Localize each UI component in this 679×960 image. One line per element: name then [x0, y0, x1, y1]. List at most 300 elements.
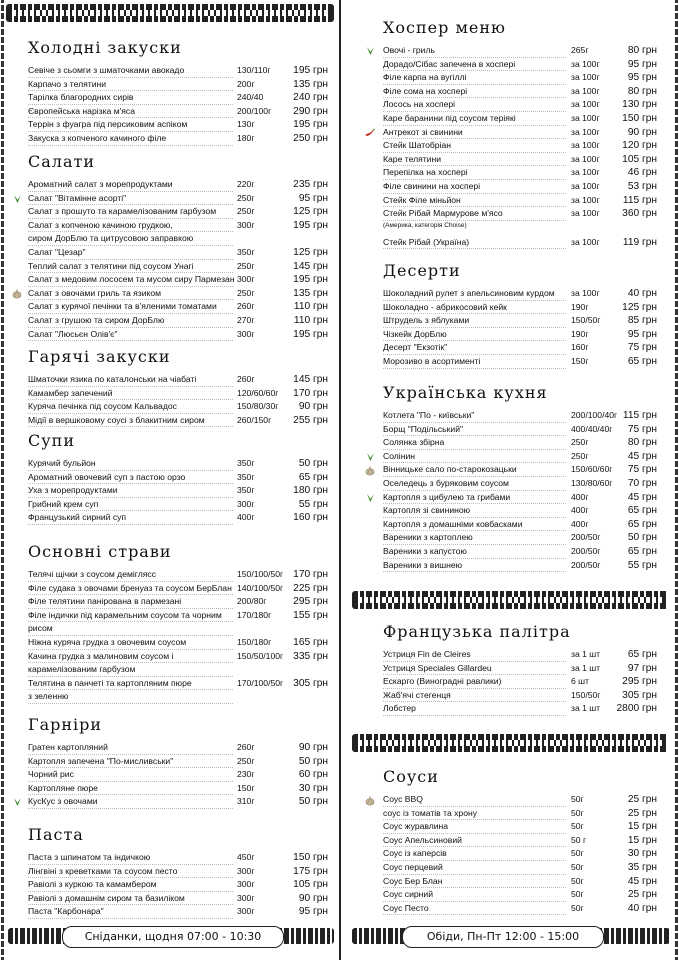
item-weight: 300г — [237, 906, 255, 917]
item-weight: 150/50г — [571, 689, 601, 700]
item-name: Камамбер запечений — [28, 387, 233, 401]
item-price: 290 грн — [293, 105, 328, 117]
item-name: Соус сирний — [383, 888, 566, 902]
menu-item — [0, 484, 340, 498]
item-weight: 170/100/50г — [237, 677, 284, 688]
item-weight: 350г — [237, 471, 255, 482]
item-name: Соус Песто — [383, 902, 566, 916]
menu-item — [343, 450, 679, 464]
item-weight: 350г — [237, 485, 255, 496]
top-left-border — [6, 4, 334, 22]
item-price: 50 грн — [298, 755, 328, 767]
item-price: 170 грн — [293, 387, 328, 399]
menu-item — [343, 341, 679, 355]
item-weight: 260г — [237, 374, 255, 384]
item-weight: 400г — [237, 512, 255, 523]
item-name: Картопля зі свининою — [383, 504, 566, 518]
menu-item — [343, 675, 679, 689]
menu-item — [343, 126, 679, 140]
section-title: Основні страви — [28, 542, 172, 561]
item-weight: 300г — [237, 328, 255, 339]
section-right-0 — [343, 18, 679, 249]
item-price: 175 грн — [293, 865, 328, 877]
menu-item — [0, 78, 340, 92]
item-name: карамелізованим гарбузом — [28, 663, 233, 677]
item-price: 2800 грн — [616, 703, 657, 715]
item-name: Котлета "По - київськи" — [383, 409, 566, 423]
item-price: 65 грн — [627, 518, 657, 530]
menu-item — [343, 112, 679, 126]
item-name: Гратен картопляний — [28, 741, 233, 755]
item-name: Філе карпа на вугіллі — [383, 71, 566, 85]
item-weight: 200/50г — [571, 532, 601, 543]
item-price: 305 грн — [293, 677, 328, 689]
menu-item — [0, 219, 340, 233]
section-title: Гарніри — [28, 715, 103, 734]
menu-item — [0, 663, 340, 677]
lunch-hours: Обіди, Пн-Пт 12:00 - 15:00 — [402, 926, 604, 948]
section-title: Салати — [28, 152, 95, 171]
menu-item — [0, 414, 340, 428]
item-weight: 270г — [237, 314, 255, 325]
item-name: Борщ "Подільський" — [383, 423, 566, 437]
item-price: 195 грн — [293, 274, 328, 286]
section-left-1 — [0, 152, 340, 341]
item-name: сиром ДорБлю та цитрусовою заправкою — [28, 232, 233, 246]
item-price: 95 грн — [627, 58, 657, 70]
item-name: Устриця Speciales Gillardeu — [383, 662, 566, 676]
item-weight: за 100г — [571, 194, 600, 205]
item-weight: за 100г — [571, 126, 600, 137]
item-name: Карпачо з телятини — [28, 78, 233, 92]
item-price: 65 грн — [627, 545, 657, 557]
item-name: Террін з фуагра під персиковим аспіком — [28, 118, 233, 132]
item-name: Салат з копченою качиною грудкою, — [28, 219, 233, 233]
item-price: 120 грн — [622, 140, 657, 152]
menu-item — [0, 232, 340, 246]
item-price: 90 грн — [298, 742, 328, 753]
menu-item — [0, 246, 340, 260]
item-weight: за 100г — [571, 288, 600, 298]
item-name: Равіолі з куркою та камамбером — [28, 878, 233, 892]
item-price: 195 грн — [293, 65, 328, 76]
item-price: 160 грн — [293, 512, 328, 524]
item-price: 50 грн — [298, 796, 328, 808]
item-name: Теплий салат з телятини під соусом Унагі — [28, 260, 233, 274]
item-price: 145 грн — [293, 260, 328, 272]
menu-item — [343, 355, 679, 369]
item-weight: 200/50г — [571, 545, 601, 556]
menu-item — [0, 205, 340, 219]
menu-item — [0, 892, 340, 906]
item-price: 95 грн — [298, 906, 328, 918]
section-title: Хоспер меню — [383, 18, 506, 37]
item-name: Ароматний салат з морепродуктами — [28, 178, 233, 192]
menu-item — [0, 741, 340, 755]
section-title: Десерти — [383, 261, 461, 280]
item-price: 240 грн — [293, 92, 328, 104]
section-title: Супи — [28, 431, 75, 450]
item-weight: за 1 шт — [571, 649, 601, 659]
item-weight: 250г — [237, 755, 255, 766]
menu-item — [0, 91, 340, 105]
item-weight: 265г — [571, 45, 589, 55]
item-price: 305 грн — [622, 689, 657, 701]
menu-item — [343, 98, 679, 112]
item-name: Стейк Філе міньйон — [383, 194, 566, 208]
item-name: Ароматний овочевий суп з пастою орзо — [28, 471, 233, 485]
item-weight: за 100г — [571, 208, 600, 219]
item-weight: 190г — [571, 301, 589, 312]
item-name: Салат з медовим лососем та мусом сиру Пармезан — [28, 273, 233, 287]
menu-item — [343, 44, 679, 58]
menu-item — [343, 793, 679, 807]
item-price: 95 грн — [627, 328, 657, 340]
item-name: Лобстер — [383, 702, 566, 716]
item-name: Устриця Fin de Cleires — [383, 648, 566, 662]
item-name: з зеленню — [28, 690, 233, 704]
menu-item — [343, 463, 679, 477]
menu-item — [343, 807, 679, 821]
menu-item — [0, 878, 340, 892]
item-price: 125 грн — [622, 301, 657, 313]
menu-item — [343, 888, 679, 902]
item-weight: 310г — [237, 796, 255, 807]
item-weight: за 1 шт — [571, 703, 601, 714]
menu-item — [0, 457, 340, 471]
menu-item — [0, 178, 340, 192]
item-price: 180 грн — [293, 485, 328, 497]
menu-item — [343, 531, 679, 545]
menu-item — [0, 132, 340, 146]
item-weight: 50г — [571, 807, 584, 818]
section-left-6 — [0, 825, 340, 919]
section-right-3 — [343, 622, 679, 716]
item-name: Вінницьке сало по-старокозацьки — [383, 463, 566, 477]
item-weight: 150г — [237, 782, 255, 793]
item-price: 335 грн — [293, 650, 328, 662]
item-price: 165 грн — [293, 636, 328, 648]
item-weight: 250г — [571, 437, 589, 448]
menu-item — [0, 387, 340, 401]
item-price: 125 грн — [293, 206, 328, 218]
item-weight: 250г — [237, 192, 255, 203]
item-name: Качина грудка з малиновим соусом і — [28, 650, 233, 664]
menu-item — [343, 847, 679, 861]
menu-item — [343, 545, 679, 559]
item-name: Французький сирний суп — [28, 511, 233, 525]
menu-item — [0, 677, 340, 691]
item-price: 50 грн — [627, 532, 657, 544]
item-price: 119 грн — [622, 236, 657, 248]
menu-item — [343, 207, 679, 221]
menu-item — [343, 231, 679, 249]
item-weight: 230г — [237, 769, 255, 780]
menu-item — [343, 559, 679, 573]
item-price: 360 грн — [622, 208, 657, 220]
item-weight: 50г — [571, 889, 584, 900]
item-price: 15 грн — [627, 834, 657, 846]
menu-item — [0, 636, 340, 650]
item-name: Солінин — [383, 450, 566, 464]
item-weight: 260г — [237, 301, 255, 312]
item-name: Закуска з копченого качиного філе — [28, 132, 233, 146]
menu-item — [0, 865, 340, 879]
item-price: 295 грн — [293, 596, 328, 608]
item-weight: 300г — [237, 274, 255, 285]
section-left-5 — [0, 715, 340, 809]
menu-item — [0, 400, 340, 414]
item-weight: 350г — [237, 246, 255, 257]
item-price: 70 грн — [627, 477, 657, 489]
item-weight: 6 шт — [571, 676, 589, 687]
menu-item — [0, 314, 340, 328]
item-weight: 250г — [237, 206, 255, 217]
item-price: 97 грн — [627, 662, 657, 674]
item-weight: за 100г — [571, 99, 600, 110]
item-price: 110 грн — [293, 301, 328, 313]
item-name: Філе сома на хоспері — [383, 85, 566, 99]
item-weight: 50г — [571, 848, 584, 859]
item-weight: 250г — [571, 450, 589, 461]
item-weight: 150/50г — [571, 315, 601, 326]
item-name: Салат з прошуто та карамелізованим гарбузом — [28, 205, 233, 219]
item-name: Салат "Вітамінне асорті" — [28, 192, 233, 206]
menu-item — [343, 436, 679, 450]
item-weight: 260г — [237, 742, 255, 752]
item-name: Морозиво в асортименті — [383, 355, 566, 369]
item-price: 115 грн — [622, 410, 657, 421]
menu-item — [343, 902, 679, 916]
garlic-icon — [365, 795, 375, 805]
item-price: 15 грн — [627, 821, 657, 833]
item-weight: 50 г — [571, 834, 587, 845]
menu-item — [343, 314, 679, 328]
item-name: Соус Апельсиновий — [383, 834, 566, 848]
menu-item — [0, 851, 340, 865]
item-price: 105 грн — [293, 879, 328, 891]
item-name: Ніжна куряча грудка з овочевим соусом — [28, 636, 233, 650]
item-weight: 150г — [571, 355, 589, 366]
menu-item — [343, 875, 679, 889]
menu-item — [343, 139, 679, 153]
item-name: рисом — [28, 622, 233, 636]
item-price: 90 грн — [298, 892, 328, 904]
item-price: 95 грн — [627, 72, 657, 84]
item-weight: 150/100/50г — [237, 569, 284, 579]
menu-item — [343, 491, 679, 505]
item-weight: 170/180г — [237, 609, 272, 620]
item-price: 85 грн — [627, 315, 657, 327]
item-price: 55 грн — [627, 559, 657, 571]
menu-item — [0, 650, 340, 664]
menu-item — [0, 782, 340, 796]
leaf-icon — [365, 493, 375, 503]
menu-item — [343, 477, 679, 491]
item-weight: 400г — [571, 505, 589, 516]
item-name: Салат "Люсьєн Олів'є" — [28, 328, 233, 342]
menu-item — [0, 273, 340, 287]
item-price: 150 грн — [293, 852, 328, 863]
menu-item-note — [343, 221, 679, 231]
menu-item — [343, 180, 679, 194]
item-weight: за 100г — [571, 85, 600, 96]
item-price: 46 грн — [627, 167, 657, 179]
item-name: Вареники з вишнею — [383, 559, 566, 573]
item-price: 90 грн — [627, 126, 657, 138]
item-name: Равіолі з домашнім сиром та базиліком — [28, 892, 233, 906]
item-price: 170 грн — [293, 569, 328, 580]
item-price: 65 грн — [627, 355, 657, 367]
item-weight: за 100г — [571, 236, 600, 247]
item-weight: 160г — [571, 342, 589, 353]
item-name: Шоколадний рулет з апельсиновим курдом — [383, 287, 566, 301]
section-title: Паста — [28, 825, 84, 844]
menu-item — [0, 260, 340, 274]
item-name: соус із томатів та хрону — [383, 807, 566, 821]
item-weight: 200/50г — [571, 559, 601, 570]
item-weight: 200/100г — [237, 105, 272, 116]
menu-item — [0, 328, 340, 342]
item-weight: 150/60/60г — [571, 464, 613, 475]
menu-item — [0, 905, 340, 919]
item-name: Уха з морепродуктами — [28, 484, 233, 498]
item-name: Стейк Рібай (Україна) — [383, 236, 566, 250]
menu-item — [0, 105, 340, 119]
menu-item — [0, 471, 340, 485]
menu-item — [0, 609, 340, 623]
item-name: Телячі щічки з соусом деміглясс — [28, 568, 233, 582]
item-name: Вареники з капустою — [383, 545, 566, 559]
item-weight: 400/40/40г — [571, 423, 613, 434]
item-weight: за 1 шт — [571, 662, 601, 673]
menu-item — [0, 690, 340, 704]
menu-item — [343, 301, 679, 315]
item-weight: 300г — [237, 865, 255, 876]
item-name: Салат з курячої печінки та в'яленими томатами — [28, 300, 233, 314]
menu-item — [343, 153, 679, 167]
item-name: КусКус з овочами — [28, 795, 233, 809]
item-price: 40 грн — [627, 902, 657, 914]
garlic-icon — [12, 289, 22, 299]
item-weight: 180г — [237, 132, 255, 143]
menu-item — [343, 662, 679, 676]
menu-item — [0, 64, 340, 78]
garlic-icon — [365, 465, 375, 475]
section-right-1 — [343, 261, 679, 369]
item-price: 95 грн — [298, 192, 328, 204]
item-weight: за 100г — [571, 58, 600, 69]
menu-item — [0, 511, 340, 525]
item-weight: за 100г — [571, 72, 600, 83]
section-left-0 — [0, 38, 340, 146]
item-price: 105 грн — [622, 153, 657, 165]
item-price: 53 грн — [627, 180, 657, 192]
item-price: 80 грн — [627, 45, 657, 56]
item-name: Перепілка на хоспері — [383, 166, 566, 180]
item-price: 135 грн — [293, 78, 328, 90]
item-weight: 50г — [571, 902, 584, 913]
item-weight: 220г — [237, 179, 255, 189]
item-name: Філе індички під карамельним соусом та чорним — [28, 609, 233, 623]
item-price: 50 грн — [298, 458, 328, 469]
item-name: Штрудель з яблуками — [383, 314, 566, 328]
item-price: 115 грн — [622, 194, 657, 206]
item-name: Салат з овочами гриль та язиком — [28, 287, 233, 301]
item-weight: 50г — [571, 821, 584, 832]
item-weight: 260/150г — [237, 414, 272, 425]
item-name: Вареники з картоплею — [383, 531, 566, 545]
item-weight: 450г — [237, 852, 255, 862]
menu-item — [0, 373, 340, 387]
item-name: Каре баранини під соусом теріякі — [383, 112, 566, 126]
item-price: 225 грн — [293, 582, 328, 594]
section-title: Соуси — [383, 767, 439, 786]
item-weight: 300г — [237, 879, 255, 890]
item-price: 135 грн — [293, 287, 328, 299]
section-left-3 — [0, 431, 340, 525]
menu-item — [343, 194, 679, 208]
item-name: Картопля з цибулею та грибами — [383, 491, 566, 505]
item-price: 110 грн — [293, 314, 328, 326]
item-name: Жаб'ячі стегенця — [383, 689, 566, 703]
item-name: Філе судака з овочами бренуаз та соусом БерБлан — [28, 582, 233, 596]
item-price: 40 грн — [627, 288, 657, 299]
item-name: Ескарго (Виноградні равлики) — [383, 675, 566, 689]
item-weight: 300г — [237, 892, 255, 903]
menu-item — [0, 768, 340, 782]
item-name: Каре телятини — [383, 153, 566, 167]
item-name: Філе свинини на хоспері — [383, 180, 566, 194]
item-weight: 150/50/100г — [237, 650, 284, 661]
item-weight: 400г — [571, 518, 589, 529]
item-weight: 50г — [571, 861, 584, 872]
item-weight: 130/110г — [237, 65, 271, 75]
menu-item — [343, 409, 679, 423]
item-name: Соус Бер Блан — [383, 875, 566, 889]
item-name: Салат з грушою та сиром ДорБлю — [28, 314, 233, 328]
item-weight: 240/40 — [237, 92, 264, 103]
item-price: 75 грн — [627, 342, 657, 354]
item-weight: за 100г — [571, 180, 600, 191]
section-title: Холодні закуски — [28, 38, 182, 57]
item-price: 145 грн — [293, 374, 328, 385]
menu-item — [343, 689, 679, 703]
item-name: Соус журавлина — [383, 820, 566, 834]
item-weight: за 100г — [571, 112, 600, 123]
item-name: Картопля з домашніми ковбасками — [383, 518, 566, 532]
item-name: Мідії в вершковому соусі з блакитним сиром — [28, 414, 233, 428]
item-name: Салат "Цезар" — [28, 246, 233, 260]
item-price: 75 грн — [627, 423, 657, 435]
item-name: Чізкейк ДорБлю — [383, 328, 566, 342]
item-price: 195 грн — [293, 328, 328, 340]
item-price: 150 грн — [622, 112, 657, 124]
menu-item — [343, 328, 679, 342]
menu-item — [343, 504, 679, 518]
item-weight: 130г — [237, 119, 255, 130]
item-weight: за 100г — [571, 140, 600, 151]
item-price: 80 грн — [627, 437, 657, 449]
item-weight: за 100г — [571, 153, 600, 164]
item-name: Чорний рис — [28, 768, 233, 782]
menu-item — [343, 287, 679, 301]
item-name: Філе телятини панірована в пармезані — [28, 595, 233, 609]
section-left-4 — [0, 542, 340, 704]
menu-item — [343, 58, 679, 72]
item-weight: 150/80/30г — [237, 401, 279, 412]
item-weight: 50г — [571, 875, 584, 886]
